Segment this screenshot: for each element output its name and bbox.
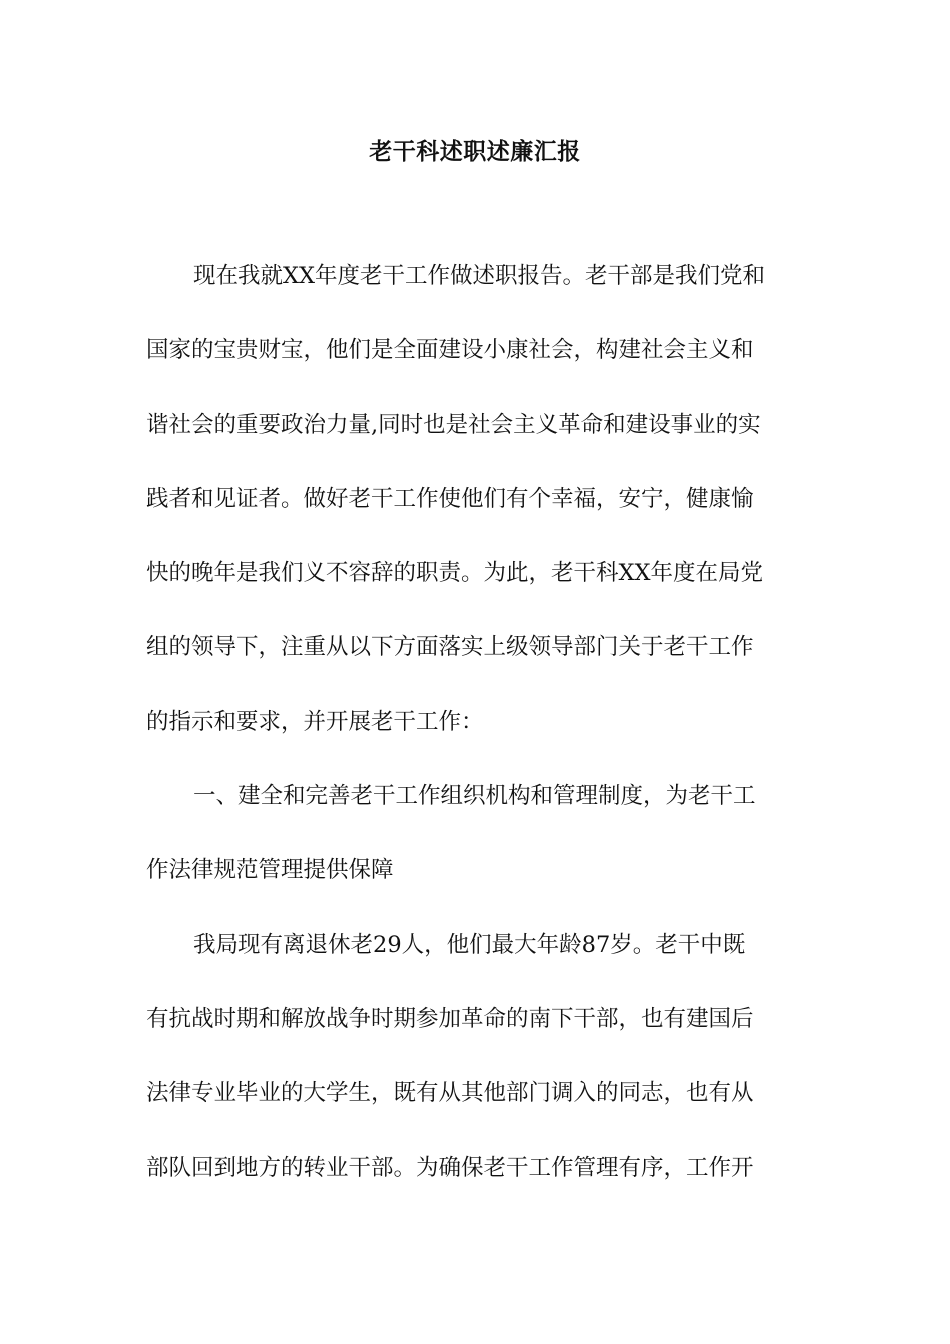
paragraph-line: 国家的宝贵财宝，他们是全面建设小康社会，构建社会主义和 bbox=[146, 337, 754, 364]
document-body bbox=[146, 253, 806, 1219]
paragraph-line: 法律专业毕业的大学生，既有从其他部门调入的同志，也有从 bbox=[146, 1080, 754, 1107]
section-heading-line: 作法律规范管理提供保障 bbox=[146, 857, 394, 884]
paragraph-line: 快的晚年是我们义不容辞的职责。为此，老干科XX年度在局党 bbox=[146, 560, 764, 587]
paragraph-line: 谐社会的重要政治力量,同时也是社会主义革命和建设事业的实 bbox=[146, 411, 761, 438]
paragraph-line: 有抗战时期和解放战争时期参加革命的南下干部，也有建国后 bbox=[146, 1005, 754, 1032]
document-title: 老干科述职述廉汇报 bbox=[369, 138, 581, 165]
section-heading-line: 一、建全和完善老干工作组织机构和管理制度，为老干工 bbox=[193, 783, 756, 810]
paragraph-line: 部队回到地方的转业干部。为确保老干工作管理有序，工作开 bbox=[146, 1154, 754, 1181]
paragraph-line: 我局现有离退休老29人，他们最大年龄87岁。老干中既 bbox=[193, 931, 746, 958]
paragraph-line: 践者和见证者。做好老干工作使他们有个幸福，安宁，健康愉 bbox=[146, 485, 754, 512]
paragraph-line: 现在我就XX年度老干工作做述职报告。老干部是我们党和 bbox=[193, 263, 766, 289]
paragraph-line: 的指示和要求，并开展老干工作： bbox=[146, 708, 484, 735]
paragraph-line: 组的领导下，注重从以下方面落实上级领导部门关于老干工作 bbox=[146, 634, 754, 661]
